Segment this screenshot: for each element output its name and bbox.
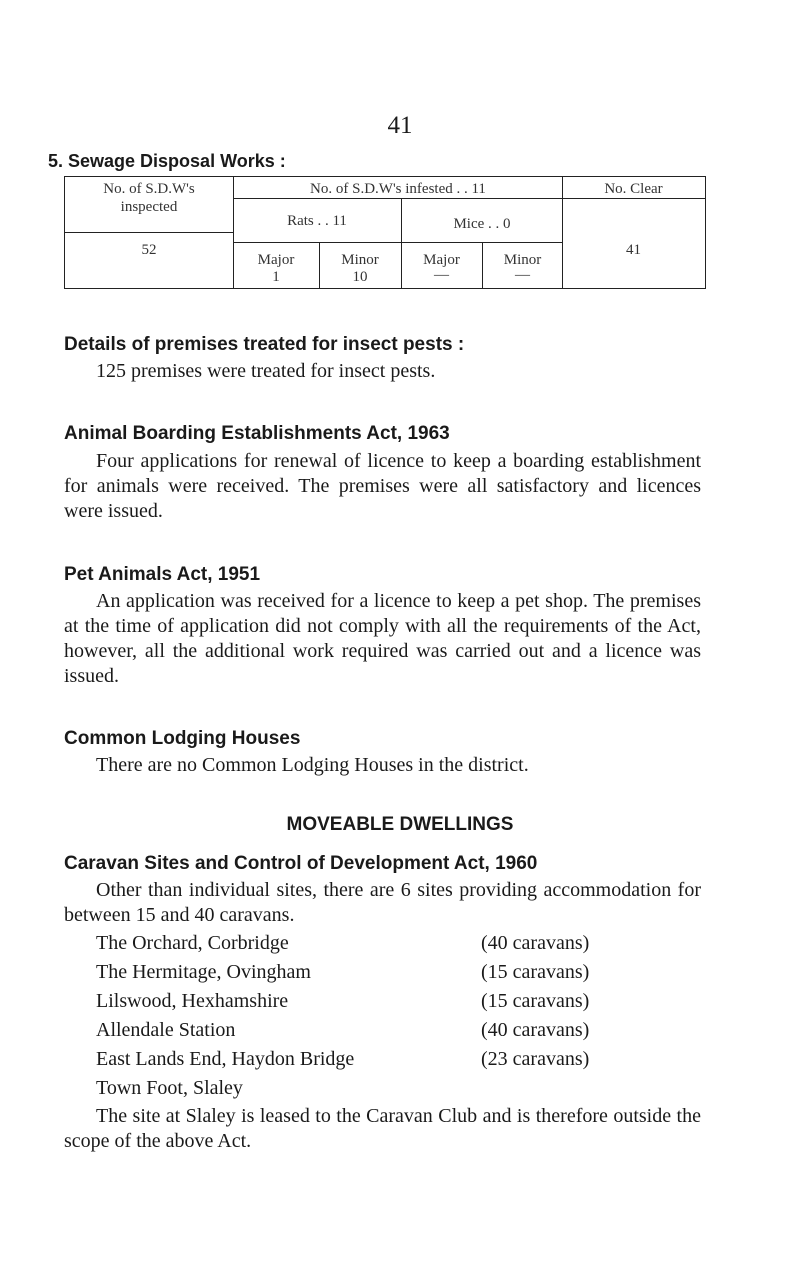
- sewage-table: [0, 0, 800, 300]
- caravan-act-heading: Caravan Sites and Control of Development Act, 1960: [64, 853, 538, 874]
- site-name: The Orchard, Corbridge: [96, 932, 289, 954]
- clear-header: No. Clear: [604, 181, 663, 197]
- col1-header-divider: [64, 232, 234, 233]
- site-name: Town Foot, Slaley: [96, 1077, 243, 1099]
- rats-mice-divider: [233, 242, 563, 243]
- col1-header-line2: inspected: [120, 199, 178, 215]
- page-number: 41: [387, 112, 413, 139]
- moveable-heading: MOVEABLE DWELLINGS: [286, 814, 514, 835]
- rats-major-value: 1: [272, 269, 280, 285]
- animal-boarding-heading: Animal Boarding Establishments Act, 1963: [64, 423, 450, 444]
- pet-animals-text: An application was received for a licence to keep a pet shop. The premises at the time of application did not comply with all the requirements of the Act, however, all the additional work required was carried out and a licence was issued.: [64, 590, 701, 687]
- rats-label: Rats . . 11: [287, 213, 347, 229]
- sewage-section-heading: 5. Sewage Disposal Works :: [48, 151, 286, 171]
- infested-header-divider: [233, 198, 705, 199]
- site-name: Lilswood, Hexhamshire: [96, 990, 289, 1012]
- infested-header: No. of S.D.W's infested . . 11: [310, 181, 486, 197]
- site-name: The Hermitage, Ovingham: [96, 961, 311, 983]
- col1-header-line1: No. of S.D.W's: [103, 181, 195, 197]
- mice-major-label: Major: [423, 252, 460, 268]
- site-capacity: (23 caravans): [481, 1048, 590, 1070]
- site-capacity: (15 caravans): [481, 990, 590, 1012]
- col1-value: 52: [141, 242, 157, 258]
- mice-major-value: —: [434, 267, 449, 283]
- caravan-intro-text: Other than individual sites, there are 6 sites providing accommodation for between 15 and 40 caravans.: [64, 879, 701, 926]
- caravan-closing-text: The site at Slaley is leased to the Caravan Club and is therefore outside the scope of the above Act.: [64, 1105, 701, 1152]
- rats-minor-value: 10: [352, 269, 368, 285]
- mice-minor-value: —: [515, 267, 530, 283]
- table-top-border: [64, 176, 706, 177]
- lodging-text: There are no Common Lodging Houses in the district.: [96, 754, 529, 776]
- mice-minor-label: Minor: [503, 252, 542, 268]
- lodging-heading: Common Lodging Houses: [64, 728, 301, 749]
- animal-boarding-text: Four applications for renewal of licence to keep a boarding establishment for animals were received. The premises were all satisfactory and licences were issued.: [64, 450, 701, 522]
- pet-animals-heading: Pet Animals Act, 1951: [64, 564, 261, 585]
- rats-minor-label: Minor: [341, 252, 379, 268]
- table-right-border: [705, 176, 706, 289]
- site-capacity: (40 caravans): [481, 1019, 590, 1041]
- site-name: East Lands End, Haydon Bridge: [96, 1048, 355, 1070]
- site-capacity: (40 caravans): [481, 932, 590, 954]
- site-capacity: (15 caravans): [481, 961, 590, 983]
- clear-value: 41: [626, 242, 641, 258]
- insect-heading: Details of premises treated for insect pests :: [64, 334, 465, 355]
- insect-text: 125 premises were treated for insect pests.: [96, 360, 436, 382]
- site-name: Allendale Station: [96, 1019, 236, 1041]
- mice-label: Mice . . 0: [453, 216, 511, 232]
- rats-major-label: Major: [257, 252, 295, 268]
- table-bottom-border: [64, 288, 706, 289]
